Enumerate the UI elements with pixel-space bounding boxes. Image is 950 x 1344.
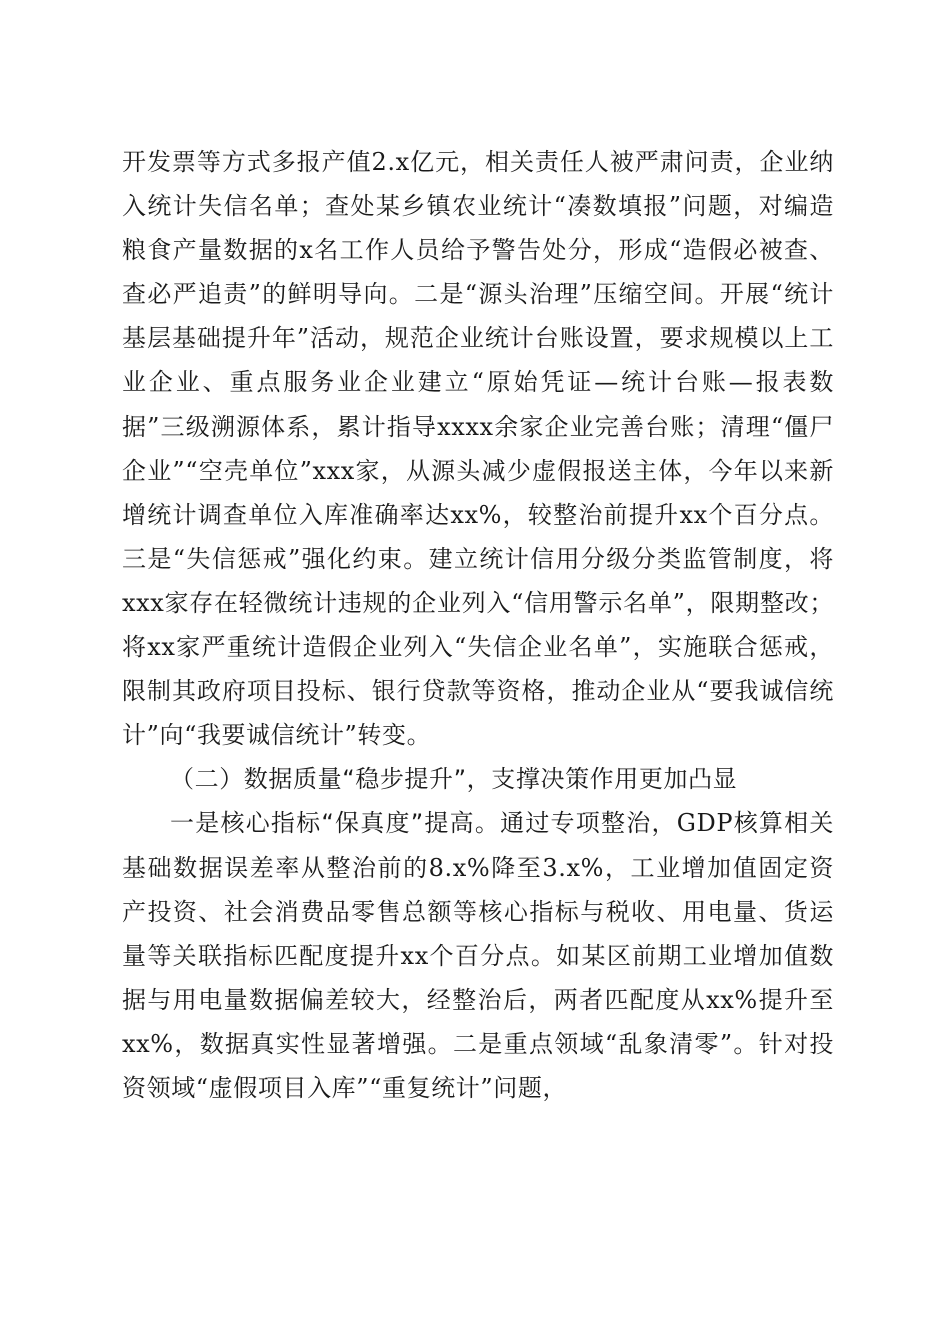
paragraph-integrity-governance: 开发票等方式多报产值2.x亿元，相关责任人被严肃问责，企业纳入统计失信名单；查处某乡镇农业统计“凑数填报”问题，对编造粮食产量数据的x名工作人员给予警告处分，形成“造假必被查、查必严追责”的鲜明导向。二是“源头治理”压缩空间。开展“统计基层基础提升年”活动，规范企业统计台账设置，要求规模以上工业企业、重点服务业企业建立“原始凭证—统计台账—报表数据”三级溯源体系，累计指导xxxx余家企业完善台账；清理“僵尸企业”“空壳单位”xxx家，从源头减少虚假报送主体，今年以来新增统计调查单位入库准确率达xx%，较整治前提升xx个百分点。三是“失信惩戒”强化约束。建立统计信用分级分类监管制度，将xxx家存在轻微统计违规的企业列入“信用警示名单”，限期整改；将xx家严重统计造假企业列入“失信企业名单”，实施联合惩戒，限制其政府项目投标、银行贷款等资格，推动企业从“要我诚信统计”向“我要诚信统计”转变。	[122, 148, 834, 750]
paragraph-body-text: 通过专项整治，GDP核算相关基础数据误差率从整治前的8.x%降至3.x%，工业增加值固定资产投资、社会消费品零售总额等核心指标与税收、用电量、货运量等关联指标匹配度提升xx个百分点。如某区前期工业增加值数据与用电量数据偏差较大，经整治后，两者匹配度从xx%提升至xx%，数据真实性显著增强。二是重点领域“乱象清零”。针对投资领域“虚假项目入库”“重复统计”问题，	[122, 809, 834, 1102]
paragraph-core-indicators	[122, 801, 834, 1110]
document-body	[122, 140, 834, 1110]
section-heading-data-quality: （二）数据质量“稳步提升”，支撑决策作用更加凸显	[170, 765, 738, 794]
paragraph-lead-sentence: 一是核心指标“保真度”提高。	[170, 809, 501, 838]
